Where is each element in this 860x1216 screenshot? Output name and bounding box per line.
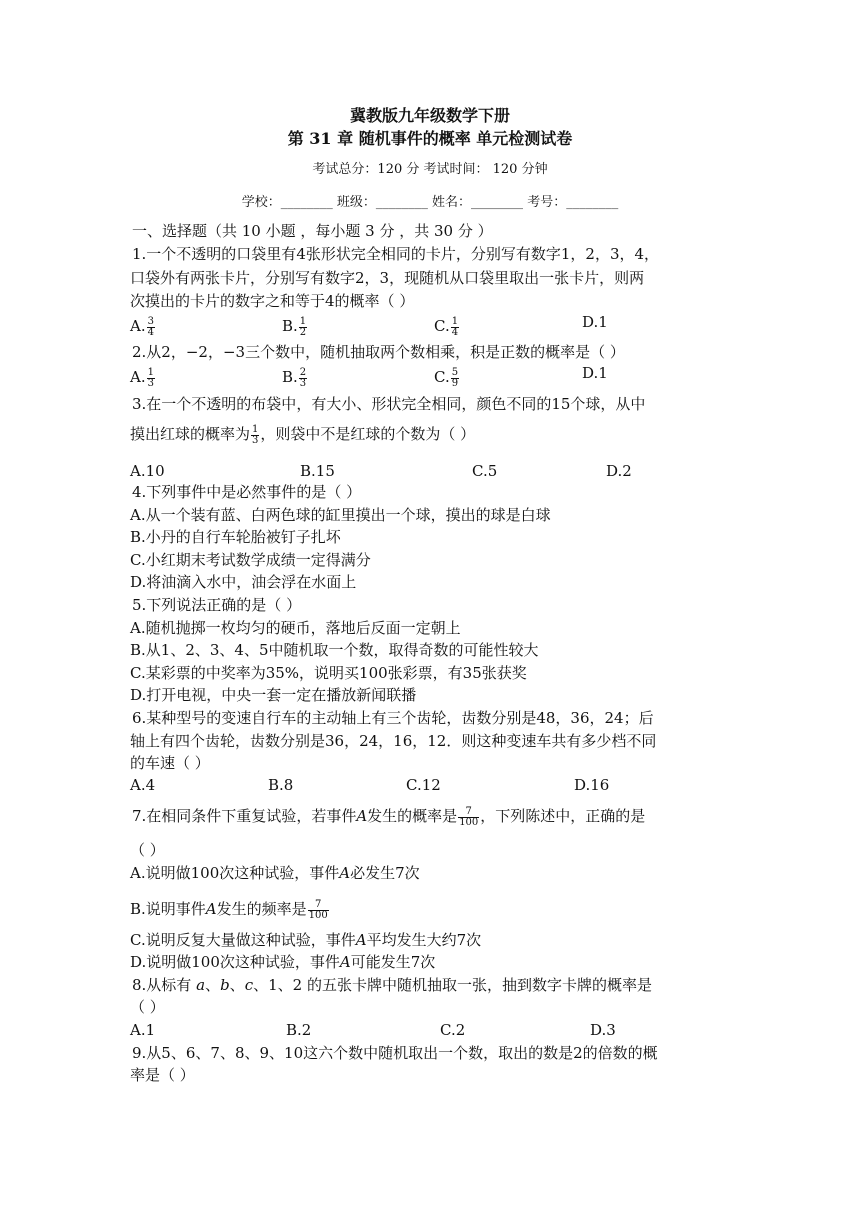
q1-option-d: D.1 (582, 313, 608, 331)
exam-title-line2: 第 31 章 随机事件的概率 单元检测试卷 (287, 129, 573, 148)
q7-option-a: A.说明做100次这种试验，事件A必发生7次 (130, 864, 420, 882)
q7-option-b: B.说明事件A发生的频率是 $\frac{7}{100}$ (130, 898, 328, 921)
q3-line1: 3.在一个不透明的布袋中，有大小、形状完全相同，颜色不同的15个球，从中 (132, 395, 646, 413)
fraction: $\frac{7}{100}$ (459, 805, 479, 828)
q3-line2: 摸出红球的概率为 $\frac{1}{3}$ ，则袋中不是红球的个数为（ ） (130, 423, 476, 446)
q3-option-b: B.15 (300, 462, 335, 480)
q8-option-b: B.2 (286, 1021, 312, 1039)
fraction: $\frac{3}{4}$ (147, 315, 154, 338)
q5-option-c: C.某彩票的中奖率为35%，说明买100张彩票，有35张获奖 (130, 664, 527, 682)
q6-option-d: D.16 (574, 776, 610, 794)
q4-option-a: A.从一个装有蓝、白两色球的缸里摸出一个球，摸出的球是白球 (130, 506, 551, 524)
q5-line1: 5.下列说法正确的是（ ） (132, 596, 302, 614)
q6-line2: 轴上有四个齿轮，齿数分别是36，24，16，12．则这种变速车共有多少档不同 (130, 732, 657, 750)
q4-option-b: B.小丹的自行车轮胎被钉子扎坏 (130, 528, 341, 546)
fraction: $\frac{1}{3}$ (252, 423, 259, 446)
q1-line2: 口袋外有两张卡片，分别写有数字2，3，现随机从口袋里取出一张卡片，则两 (130, 269, 645, 287)
section-heading: 一、选择题（共 10 小题 ，每小题 3 分 ，共 30 分 ） (132, 222, 493, 240)
q2-option-b: B. $\frac{2}{3}$ (282, 366, 307, 389)
q4-line1: 4.下列事件中是必然事件的是（ ） (132, 483, 362, 501)
q7-option-c: C.说明反复大量做这种试验，事件A平均发生大约7次 (130, 931, 482, 949)
q4-option-c: C.小红期末考试数学成绩一定得满分 (130, 551, 371, 569)
q2-option-d: D.1 (582, 364, 608, 382)
q2-option-c: C. $\frac{5}{9}$ (434, 366, 459, 389)
q5-option-b: B.从1、2、3、4、5中随机取一个数，取得奇数的可能性较大 (130, 641, 539, 659)
q3-option-a: A.10 (130, 462, 165, 480)
q5-option-a: A.随机抛掷一枚均匀的硬币，落地后反面一定朝上 (130, 619, 461, 637)
fraction: $\frac{2}{3}$ (299, 366, 307, 389)
q7-line2: （ ） (130, 841, 165, 859)
q1-option-a: A. $\frac{3}{4}$ (130, 315, 154, 338)
q7-line1: 7.在相同条件下重复试验，若事件A发生的概率是 $\frac{7}{100}$ ，下列陈述中，正确的是 (132, 805, 646, 828)
fraction: $\frac{5}{9}$ (451, 366, 459, 389)
q6-line1: 6.某种型号的变速自行车的主动轴上有三个齿轮，齿数分别是48，36，24；后 (132, 709, 654, 727)
q8-option-a: A.1 (130, 1021, 156, 1039)
q6-option-a: A.4 (130, 776, 156, 794)
q8-option-c: C.2 (440, 1021, 466, 1039)
q7-option-d: D.说明做100次这种试验，事件A可能发生7次 (130, 953, 436, 971)
q1-option-b: B. $\frac{1}{2}$ (282, 315, 307, 338)
q2-option-a: A. $\frac{1}{3}$ (130, 366, 154, 389)
exam-info: 考试总分：120 分 考试时间： 120 分钟 (312, 162, 548, 177)
q1-line3: 次摸出的卡片的数字之和等于4的概率（ ） (130, 292, 415, 310)
q3-option-d: D.2 (606, 462, 632, 480)
q8-option-d: D.3 (590, 1021, 616, 1039)
q9-line2: 率是（ ） (130, 1066, 195, 1084)
q1-line1: 1.一个不透明的口袋里有4张形状完全相同的卡片，分别写有数字1，2，3，4， (132, 245, 660, 263)
fraction: $\frac{1}{3}$ (147, 366, 154, 389)
fraction: $\frac{7}{100}$ (308, 898, 328, 921)
q4-option-d: D.将油滴入水中，油会浮在水面上 (130, 573, 357, 591)
student-fields: 学校：________ 班级：________ 姓名：________ 考号：________ (241, 195, 619, 210)
q6-option-b: B.8 (268, 776, 294, 794)
q9-line1: 9.从5、6、7、8、9、10这六个数中随机取出一个数，取出的数是2的倍数的概 (132, 1044, 658, 1062)
exam-title-line1: 冀教版九年级数学下册 (349, 106, 510, 125)
q6-option-c: C.12 (406, 776, 441, 794)
q1-option-c: C. $\frac{1}{4}$ (434, 315, 459, 338)
fraction: $\frac{1}{2}$ (299, 315, 307, 338)
q8-line1: 8.从标有 a、b、c、1、2 的五张卡牌中随机抽取一张，抽到数字卡牌的概率是 (132, 976, 652, 994)
q3-option-c: C.5 (472, 462, 498, 480)
q2-line1: 2.从2，−2，−3三个数中，随机抽取两个数相乘，积是正数的概率是（ ） (132, 343, 625, 361)
q6-line3: 的车速（ ） (130, 754, 210, 772)
q8-line2: （ ） (130, 998, 165, 1016)
q5-option-d: D.打开电视，中央一套一定在播放新闻联播 (130, 686, 417, 704)
fraction: $\frac{1}{4}$ (451, 315, 459, 338)
